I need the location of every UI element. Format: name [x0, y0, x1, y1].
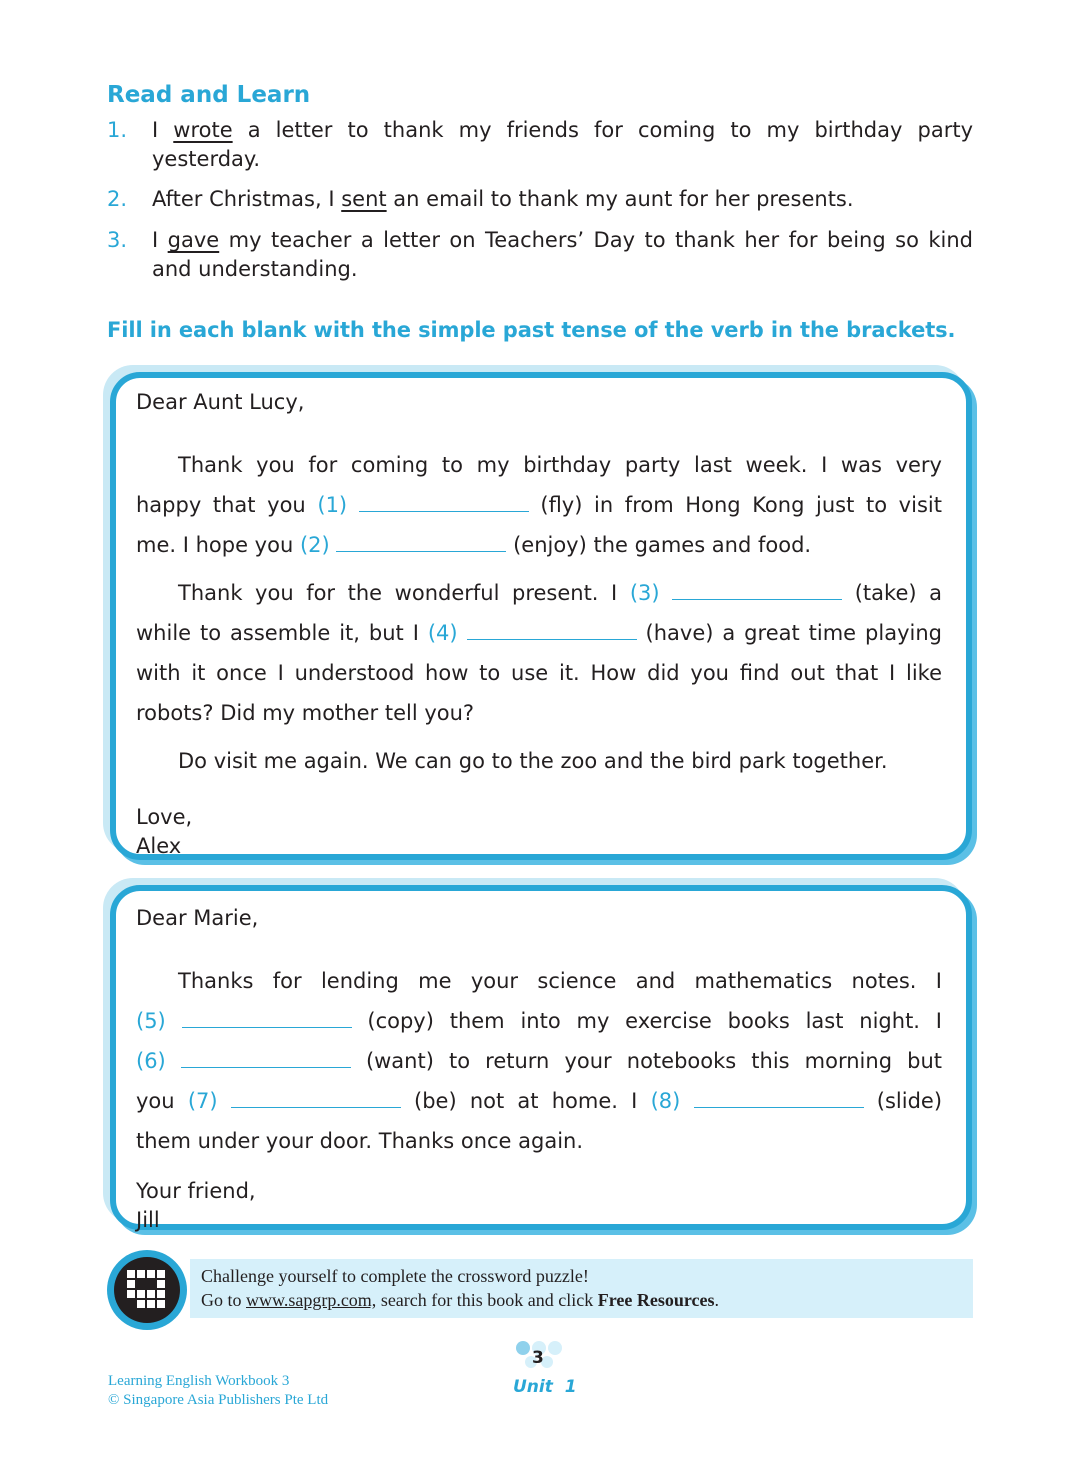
website-link[interactable]: www.sapgrp.com, [246, 1290, 377, 1310]
letter-line: robots? Did my mother tell you? [136, 701, 475, 725]
blank-number-2: (2) [299, 533, 330, 557]
letter-signature: Alex [136, 834, 182, 858]
letter-line: me. I hope you (2) (enjoy) the games and food. [136, 533, 812, 557]
letter-line: (5) (copy) them into my exercise books last night. I [136, 1009, 942, 1033]
letter-greeting: Dear Marie, [136, 906, 259, 930]
highlighted-verb: sent [341, 187, 387, 211]
blank-number-1: (1) [317, 493, 348, 517]
answer-blank-5[interactable] [182, 1007, 352, 1028]
blank-number-6: (6) [136, 1049, 166, 1073]
letter-line: them under your door. Thanks once again. [136, 1129, 584, 1153]
free-resources-label: Free Resources [597, 1290, 715, 1310]
letter-line: while to assemble it, but I (4) (have) a great time playing [136, 621, 942, 645]
letter-2 [136, 904, 942, 1235]
footer-credits [108, 1372, 328, 1410]
page-number: 3 [532, 1348, 544, 1368]
letter-1 [136, 388, 942, 861]
footer-book-title: Learning English Workbook 3 [108, 1373, 290, 1389]
answer-blank-7[interactable] [231, 1087, 401, 1108]
letter-line: with it once I understood how to use it. How did you find out that I like [136, 661, 942, 685]
letter-line: Thanks for lending me your science and mathematics notes. I [178, 969, 942, 993]
exercise-instruction: Fill in each blank with the simple past tense of the verb in the brackets. [107, 318, 956, 342]
blank-number-5: (5) [136, 1009, 166, 1033]
item-number: 3. [107, 228, 128, 252]
sentence-text: a letter to thank my friends for coming to my birthday party yesterday. [152, 118, 974, 171]
letter-closing: Your friend, [136, 1179, 256, 1203]
banner-text [201, 1264, 719, 1312]
answer-blank-3[interactable] [672, 579, 842, 600]
answer-blank-4[interactable] [467, 619, 637, 640]
letter-line: Do visit me again. We can go to the zoo and the bird park together. [178, 749, 888, 773]
answer-blank-1[interactable] [359, 491, 529, 512]
blank-number-3: (3) [629, 581, 660, 605]
letter-line: Thank you for coming to my birthday party last week. I was very [178, 453, 942, 477]
item-number: 1. [107, 118, 128, 142]
answer-blank-6[interactable] [181, 1047, 351, 1068]
item-number: 2. [107, 187, 128, 211]
example-sentence-3 [107, 226, 973, 284]
crossword-icon [105, 1248, 189, 1332]
sentence-text: my teacher a letter on Teachers’ Day to thank her for being so kind and understanding. [152, 228, 974, 281]
highlighted-verb: gave [167, 228, 220, 252]
sentence-text: I [152, 118, 174, 142]
highlighted-verb: wrote [173, 118, 233, 142]
letter-line: you (7) (be) not at home. I (8) (slide) [136, 1089, 943, 1113]
letter-closing: Love, [136, 805, 193, 829]
unit-label: Unit 1 [513, 1377, 577, 1397]
answer-blank-2[interactable] [336, 531, 506, 552]
letter-line: happy that you (1) (fly) in from Hong Kong just to visit [136, 493, 942, 517]
blank-number-8: (8) [650, 1089, 681, 1113]
answer-blank-8[interactable] [694, 1087, 864, 1108]
sentence-text: an email to thank my aunt for her presents. [386, 187, 854, 211]
example-sentence-1 [107, 116, 973, 174]
sentence-text: I [152, 228, 168, 252]
letter-line: (6) (want) to return your notebooks this morning but [136, 1049, 942, 1073]
letter-signature: Jill [136, 1208, 160, 1232]
sentence-text: After Christmas, I [152, 187, 342, 211]
example-sentence-2 [107, 185, 973, 214]
banner-line-1: Challenge yourself to complete the crossword puzzle! [201, 1266, 589, 1286]
blank-number-4: (4) [427, 621, 458, 645]
blank-number-7: (7) [187, 1089, 218, 1113]
letter-greeting: Dear Aunt Lucy, [136, 390, 305, 414]
banner-line-2: Go to www.sapgrp.com, search for this book and click Free Resources. [201, 1290, 720, 1310]
footer-publisher: © Singapore Asia Publishers Pte Ltd [108, 1392, 329, 1408]
letter-line: Thank you for the wonderful present. I (3) (take) a [178, 581, 942, 605]
section-title-read-and-learn: Read and Learn [107, 82, 311, 108]
